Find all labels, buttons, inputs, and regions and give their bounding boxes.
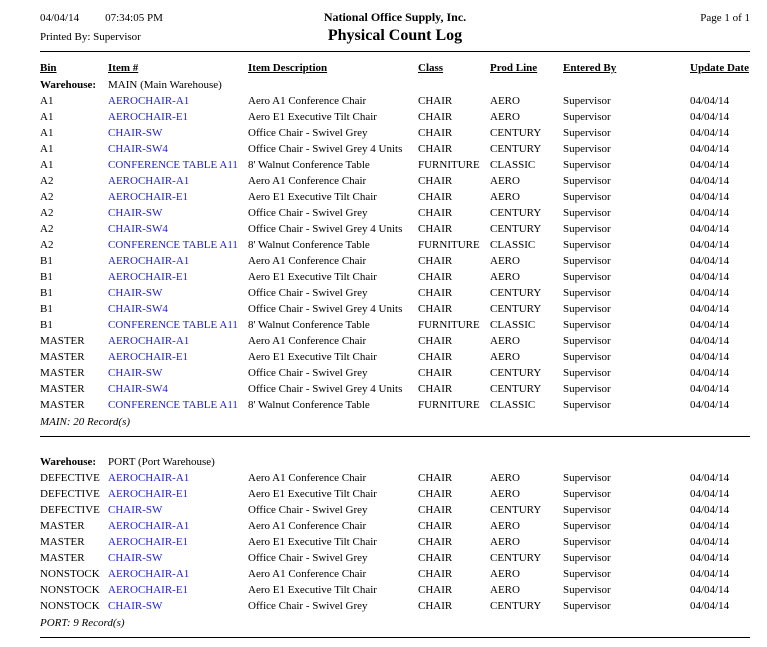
bin-cell: NONSTOCK <box>40 584 100 596</box>
item-description-cell: Aero A1 Conference Chair <box>248 520 367 532</box>
item-number-link[interactable]: AEROCHAIR-E1 <box>108 488 189 500</box>
update-date-cell: 04/04/14 <box>690 287 730 299</box>
prod-line-cell: AERO <box>490 520 520 532</box>
prod-line-cell: AERO <box>490 568 520 580</box>
item-number-link[interactable]: AEROCHAIR-E1 <box>108 536 189 548</box>
update-date-cell: 04/04/14 <box>690 239 730 251</box>
item-description-cell: Office Chair - Swivel Grey 4 Units <box>248 223 403 235</box>
column-header-row <box>40 60 750 76</box>
bin-cell: A1 <box>40 159 54 171</box>
item-description-cell: Aero A1 Conference Chair <box>248 335 367 347</box>
update-date-cell: 04/04/14 <box>690 175 730 187</box>
prod-line-cell: AERO <box>490 111 520 123</box>
item-description-cell: Aero E1 Executive Tilt Chair <box>248 584 377 596</box>
item-description-cell: Office Chair - Swivel Grey <box>248 127 368 139</box>
column-header-bin: Bin <box>40 62 57 74</box>
column-header-item-description: Item Description <box>248 62 328 74</box>
item-number-link[interactable]: CONFERENCE TABLE A11 <box>108 399 238 411</box>
entered-by-cell: Supervisor <box>563 319 611 331</box>
table-row <box>40 566 750 582</box>
group-footer-row <box>40 614 750 638</box>
entered-by-cell: Supervisor <box>563 95 611 107</box>
report-header <box>40 10 750 52</box>
table-row <box>40 486 750 502</box>
bin-cell: A2 <box>40 175 54 187</box>
item-description-cell: Aero A1 Conference Chair <box>248 472 367 484</box>
item-number-link[interactable]: CHAIR-SW4 <box>108 143 168 155</box>
entered-by-cell: Supervisor <box>563 472 611 484</box>
bin-cell: MASTER <box>40 351 85 363</box>
entered-by-cell: Supervisor <box>563 568 611 580</box>
table-row <box>40 221 750 237</box>
update-date-cell: 04/04/14 <box>690 111 730 123</box>
update-date-cell: 04/04/14 <box>690 223 730 235</box>
class-cell: CHAIR <box>418 536 453 548</box>
bin-cell: DEFECTIVE <box>40 504 100 516</box>
update-date-cell: 04/04/14 <box>690 335 730 347</box>
table-row <box>40 237 750 253</box>
item-description-cell: Aero A1 Conference Chair <box>248 255 367 267</box>
update-date-cell: 04/04/14 <box>690 399 730 411</box>
bin-cell: A2 <box>40 223 54 235</box>
page-number: Page 1 of 1 <box>700 12 750 24</box>
item-description-cell: Aero E1 Executive Tilt Chair <box>248 488 377 500</box>
entered-by-cell: Supervisor <box>563 111 611 123</box>
class-cell: CHAIR <box>418 271 453 283</box>
print-datetime <box>40 12 324 24</box>
item-number-link[interactable]: CHAIR-SW <box>108 552 163 564</box>
class-cell: FURNITURE <box>418 159 480 171</box>
column-header-class: Class <box>418 62 444 74</box>
bin-cell: B1 <box>40 271 53 283</box>
prod-line-cell: AERO <box>490 351 520 363</box>
header-row-2 <box>40 25 750 45</box>
class-cell: CHAIR <box>418 255 453 267</box>
item-description-cell: Aero E1 Executive Tilt Chair <box>248 536 377 548</box>
warehouse-name: MAIN (Main Warehouse) <box>108 78 222 91</box>
update-date-cell: 04/04/14 <box>690 319 730 331</box>
item-description-cell: Aero A1 Conference Chair <box>248 568 367 580</box>
printed-by: Printed By: Supervisor <box>40 31 141 43</box>
prod-line-cell: AERO <box>490 175 520 187</box>
item-number-link[interactable]: CONFERENCE TABLE A11 <box>108 159 238 171</box>
item-description-cell: Aero E1 Executive Tilt Chair <box>248 271 377 283</box>
prod-line-cell: CENTURY <box>490 143 542 155</box>
prod-line-cell: CENTURY <box>490 223 542 235</box>
bin-cell: B1 <box>40 255 53 267</box>
prod-line-cell: CENTURY <box>490 303 542 315</box>
table-row <box>40 173 750 189</box>
entered-by-cell: Supervisor <box>563 399 611 411</box>
item-number-link[interactable]: CHAIR-SW4 <box>108 223 168 235</box>
item-number-link[interactable]: AEROCHAIR-E1 <box>108 111 189 123</box>
table-row <box>40 534 750 550</box>
warehouse-name: PORT (Port Warehouse) <box>108 455 215 468</box>
item-description-cell: Aero E1 Executive Tilt Chair <box>248 351 377 363</box>
table-row <box>40 93 750 109</box>
update-date-cell: 04/04/14 <box>690 207 730 219</box>
bin-cell: MASTER <box>40 383 85 395</box>
update-date-cell: 04/04/14 <box>690 351 730 363</box>
update-date-cell: 04/04/14 <box>690 255 730 267</box>
item-description-cell: 8' Walnut Conference Table <box>248 239 370 251</box>
bin-cell: A1 <box>40 95 54 107</box>
class-cell: FURNITURE <box>418 319 480 331</box>
table-row <box>40 301 750 317</box>
class-cell: CHAIR <box>418 520 453 532</box>
class-cell: CHAIR <box>418 488 453 500</box>
item-description-cell: Office Chair - Swivel Grey <box>248 367 368 379</box>
entered-by-cell: Supervisor <box>563 351 611 363</box>
group-footer-row <box>40 413 750 437</box>
bin-cell: A2 <box>40 239 54 251</box>
prod-line-cell: CENTURY <box>490 127 542 139</box>
prod-line-cell: AERO <box>490 271 520 283</box>
table-row <box>40 269 750 285</box>
bin-cell: MASTER <box>40 536 85 548</box>
entered-by-cell: Supervisor <box>563 287 611 299</box>
item-number-link[interactable]: AEROCHAIR-A1 <box>108 568 190 580</box>
update-date-cell: 04/04/14 <box>690 127 730 139</box>
item-description-cell: Office Chair - Swivel Grey <box>248 504 368 516</box>
class-cell: CHAIR <box>418 600 453 612</box>
item-description-cell: Office Chair - Swivel Grey <box>248 552 368 564</box>
physical-count-table <box>40 60 750 638</box>
group-record-count: PORT: 9 Record(s) <box>40 614 750 638</box>
entered-by-cell: Supervisor <box>563 536 611 548</box>
entered-by-cell: Supervisor <box>563 584 611 596</box>
entered-by-cell: Supervisor <box>563 488 611 500</box>
bin-cell: DEFECTIVE <box>40 472 100 484</box>
item-description-cell: Office Chair - Swivel Grey <box>248 287 368 299</box>
class-cell: CHAIR <box>418 143 453 155</box>
entered-by-cell: Supervisor <box>563 239 611 251</box>
prod-line-cell: CENTURY <box>490 207 542 219</box>
item-number-link[interactable]: AEROCHAIR-E1 <box>108 351 189 363</box>
table-row <box>40 141 750 157</box>
item-description-cell: Office Chair - Swivel Grey 4 Units <box>248 383 403 395</box>
prod-line-cell: CLASSIC <box>490 159 536 171</box>
report-title: Physical Count Log <box>327 27 463 44</box>
prod-line-cell: CLASSIC <box>490 399 536 411</box>
warehouse-group-row <box>40 76 750 93</box>
item-description-cell: Office Chair - Swivel Grey <box>248 600 368 612</box>
update-date-cell: 04/04/14 <box>690 504 730 516</box>
prod-line-cell: AERO <box>490 472 520 484</box>
entered-by-cell: Supervisor <box>563 271 611 283</box>
bin-cell: DEFECTIVE <box>40 488 100 500</box>
table-row <box>40 598 750 614</box>
update-date-cell: 04/04/14 <box>690 600 730 612</box>
table-row <box>40 317 750 333</box>
prod-line-cell: AERO <box>490 584 520 596</box>
table-row <box>40 285 750 301</box>
prod-line-cell: CENTURY <box>490 504 542 516</box>
class-cell: CHAIR <box>418 175 453 187</box>
class-cell: CHAIR <box>418 552 453 564</box>
entered-by-cell: Supervisor <box>563 255 611 267</box>
class-cell: FURNITURE <box>418 239 480 251</box>
update-date-cell: 04/04/14 <box>690 552 730 564</box>
prod-line-cell: AERO <box>490 488 520 500</box>
entered-by-cell: Supervisor <box>563 552 611 564</box>
entered-by-cell: Supervisor <box>563 159 611 171</box>
class-cell: CHAIR <box>418 367 453 379</box>
column-header-update-date: Update Date <box>690 62 749 74</box>
entered-by-cell: Supervisor <box>563 143 611 155</box>
entered-by-cell: Supervisor <box>563 600 611 612</box>
entered-by-cell: Supervisor <box>563 191 611 203</box>
item-description-cell: Office Chair - Swivel Grey 4 Units <box>248 143 403 155</box>
table-row <box>40 157 750 173</box>
class-cell: CHAIR <box>418 287 453 299</box>
table-row <box>40 518 750 534</box>
entered-by-cell: Supervisor <box>563 223 611 235</box>
update-date-cell: 04/04/14 <box>690 303 730 315</box>
prod-line-cell: CENTURY <box>490 367 542 379</box>
table-row <box>40 349 750 365</box>
table-row <box>40 470 750 486</box>
print-time: 07:34:05 PM <box>105 12 163 24</box>
class-cell: CHAIR <box>418 127 453 139</box>
item-description-cell: 8' Walnut Conference Table <box>248 159 370 171</box>
prod-line-cell: AERO <box>490 536 520 548</box>
item-number-link[interactable]: CHAIR-SW <box>108 367 163 379</box>
class-cell: CHAIR <box>418 207 453 219</box>
prod-line-cell: CENTURY <box>490 287 542 299</box>
prod-line-cell: CENTURY <box>490 600 542 612</box>
class-cell: CHAIR <box>418 335 453 347</box>
table-row <box>40 397 750 413</box>
item-number-link[interactable]: AEROCHAIR-A1 <box>108 520 190 532</box>
class-cell: CHAIR <box>418 111 453 123</box>
prod-line-cell: AERO <box>490 191 520 203</box>
table-row <box>40 189 750 205</box>
entered-by-cell: Supervisor <box>563 335 611 347</box>
item-description-cell: 8' Walnut Conference Table <box>248 399 370 411</box>
table-row <box>40 502 750 518</box>
warehouse-label: Warehouse: <box>40 78 97 91</box>
header-row-1 <box>40 10 750 25</box>
bin-cell: NONSTOCK <box>40 568 100 580</box>
update-date-cell: 04/04/14 <box>690 488 730 500</box>
table-row <box>40 381 750 397</box>
column-header-prod-line: Prod Line <box>490 62 538 74</box>
class-cell: CHAIR <box>418 191 453 203</box>
bin-cell: B1 <box>40 319 53 331</box>
prod-line-cell: CENTURY <box>490 552 542 564</box>
bin-cell: A1 <box>40 143 54 155</box>
prod-line-cell: CLASSIC <box>490 319 536 331</box>
item-description-cell: Aero E1 Executive Tilt Chair <box>248 191 377 203</box>
table-row <box>40 333 750 349</box>
update-date-cell: 04/04/14 <box>690 383 730 395</box>
item-number-link[interactable]: CHAIR-SW <box>108 600 163 612</box>
warehouse-group-row <box>40 437 750 471</box>
class-cell: CHAIR <box>418 351 453 363</box>
class-cell: CHAIR <box>418 472 453 484</box>
item-number-link[interactable]: AEROCHAIR-A1 <box>108 335 190 347</box>
column-header-item-number: Item # <box>108 62 139 74</box>
bin-cell: MASTER <box>40 520 85 532</box>
prod-line-cell: AERO <box>490 335 520 347</box>
item-number-link[interactable]: CONFERENCE TABLE A11 <box>108 239 238 251</box>
update-date-cell: 04/04/14 <box>690 143 730 155</box>
update-date-cell: 04/04/14 <box>690 95 730 107</box>
class-cell: CHAIR <box>418 504 453 516</box>
item-number-link[interactable]: CHAIR-SW <box>108 207 163 219</box>
prod-line-cell: AERO <box>490 95 520 107</box>
item-description-cell: Office Chair - Swivel Grey 4 Units <box>248 303 403 315</box>
prod-line-cell: AERO <box>490 255 520 267</box>
bin-cell: A1 <box>40 127 54 139</box>
item-number-link[interactable]: CHAIR-SW4 <box>108 303 168 315</box>
class-cell: CHAIR <box>418 303 453 315</box>
entered-by-cell: Supervisor <box>563 175 611 187</box>
class-cell: CHAIR <box>418 383 453 395</box>
bin-cell: B1 <box>40 287 53 299</box>
header-rule <box>40 51 750 52</box>
table-row <box>40 109 750 125</box>
column-header-entered-by: Entered By <box>563 62 617 74</box>
entered-by-cell: Supervisor <box>563 127 611 139</box>
group-record-count: MAIN: 20 Record(s) <box>40 413 750 437</box>
item-number-link[interactable]: CHAIR-SW <box>108 127 163 139</box>
update-date-cell: 04/04/14 <box>690 584 730 596</box>
item-number-link[interactable]: AEROCHAIR-A1 <box>108 472 190 484</box>
update-date-cell: 04/04/14 <box>690 191 730 203</box>
item-number-link[interactable]: CHAIR-SW <box>108 287 163 299</box>
item-description-cell: Aero A1 Conference Chair <box>248 175 367 187</box>
update-date-cell: 04/04/14 <box>690 271 730 283</box>
table-row <box>40 205 750 221</box>
bin-cell: A2 <box>40 191 54 203</box>
bin-cell: B1 <box>40 303 53 315</box>
item-number-link[interactable]: AEROCHAIR-A1 <box>108 175 190 187</box>
entered-by-cell: Supervisor <box>563 504 611 516</box>
item-number-link[interactable]: CHAIR-SW <box>108 504 163 516</box>
bin-cell: MASTER <box>40 552 85 564</box>
class-cell: CHAIR <box>418 223 453 235</box>
bin-cell: MASTER <box>40 399 85 411</box>
item-number-link[interactable]: CHAIR-SW4 <box>108 383 168 395</box>
update-date-cell: 04/04/14 <box>690 520 730 532</box>
table-row <box>40 365 750 381</box>
prod-line-cell: CLASSIC <box>490 239 536 251</box>
update-date-cell: 04/04/14 <box>690 536 730 548</box>
entered-by-cell: Supervisor <box>563 207 611 219</box>
item-number-link[interactable]: AEROCHAIR-E1 <box>108 271 189 283</box>
class-cell: CHAIR <box>418 95 453 107</box>
bin-cell: A1 <box>40 111 54 123</box>
item-description-cell: Aero E1 Executive Tilt Chair <box>248 111 377 123</box>
item-number-link[interactable]: AEROCHAIR-A1 <box>108 255 190 267</box>
entered-by-cell: Supervisor <box>563 383 611 395</box>
class-cell: CHAIR <box>418 568 453 580</box>
class-cell: FURNITURE <box>418 399 480 411</box>
item-number-link[interactable]: AEROCHAIR-A1 <box>108 95 190 107</box>
table-row <box>40 125 750 141</box>
item-description-cell: 8' Walnut Conference Table <box>248 319 370 331</box>
update-date-cell: 04/04/14 <box>690 568 730 580</box>
print-date: 04/04/14 <box>40 12 80 24</box>
warehouse-label: Warehouse: <box>40 455 97 468</box>
update-date-cell: 04/04/14 <box>690 159 730 171</box>
class-cell: CHAIR <box>418 584 453 596</box>
entered-by-cell: Supervisor <box>563 520 611 532</box>
bin-cell: A2 <box>40 207 54 219</box>
entered-by-cell: Supervisor <box>563 367 611 379</box>
update-date-cell: 04/04/14 <box>690 472 730 484</box>
company-name: National Office Supply, Inc. <box>323 10 467 24</box>
item-number-link[interactable]: AEROCHAIR-E1 <box>108 191 189 203</box>
item-description-cell: Aero A1 Conference Chair <box>248 95 367 107</box>
entered-by-cell: Supervisor <box>563 303 611 315</box>
table-row <box>40 253 750 269</box>
item-number-link[interactable]: AEROCHAIR-E1 <box>108 584 189 596</box>
item-description-cell: Office Chair - Swivel Grey <box>248 207 368 219</box>
table-row <box>40 550 750 566</box>
prod-line-cell: CENTURY <box>490 383 542 395</box>
update-date-cell: 04/04/14 <box>690 367 730 379</box>
item-number-link[interactable]: CONFERENCE TABLE A11 <box>108 319 238 331</box>
bin-cell: MASTER <box>40 335 85 347</box>
bin-cell: MASTER <box>40 367 85 379</box>
table-row <box>40 582 750 598</box>
bin-cell: NONSTOCK <box>40 600 100 612</box>
